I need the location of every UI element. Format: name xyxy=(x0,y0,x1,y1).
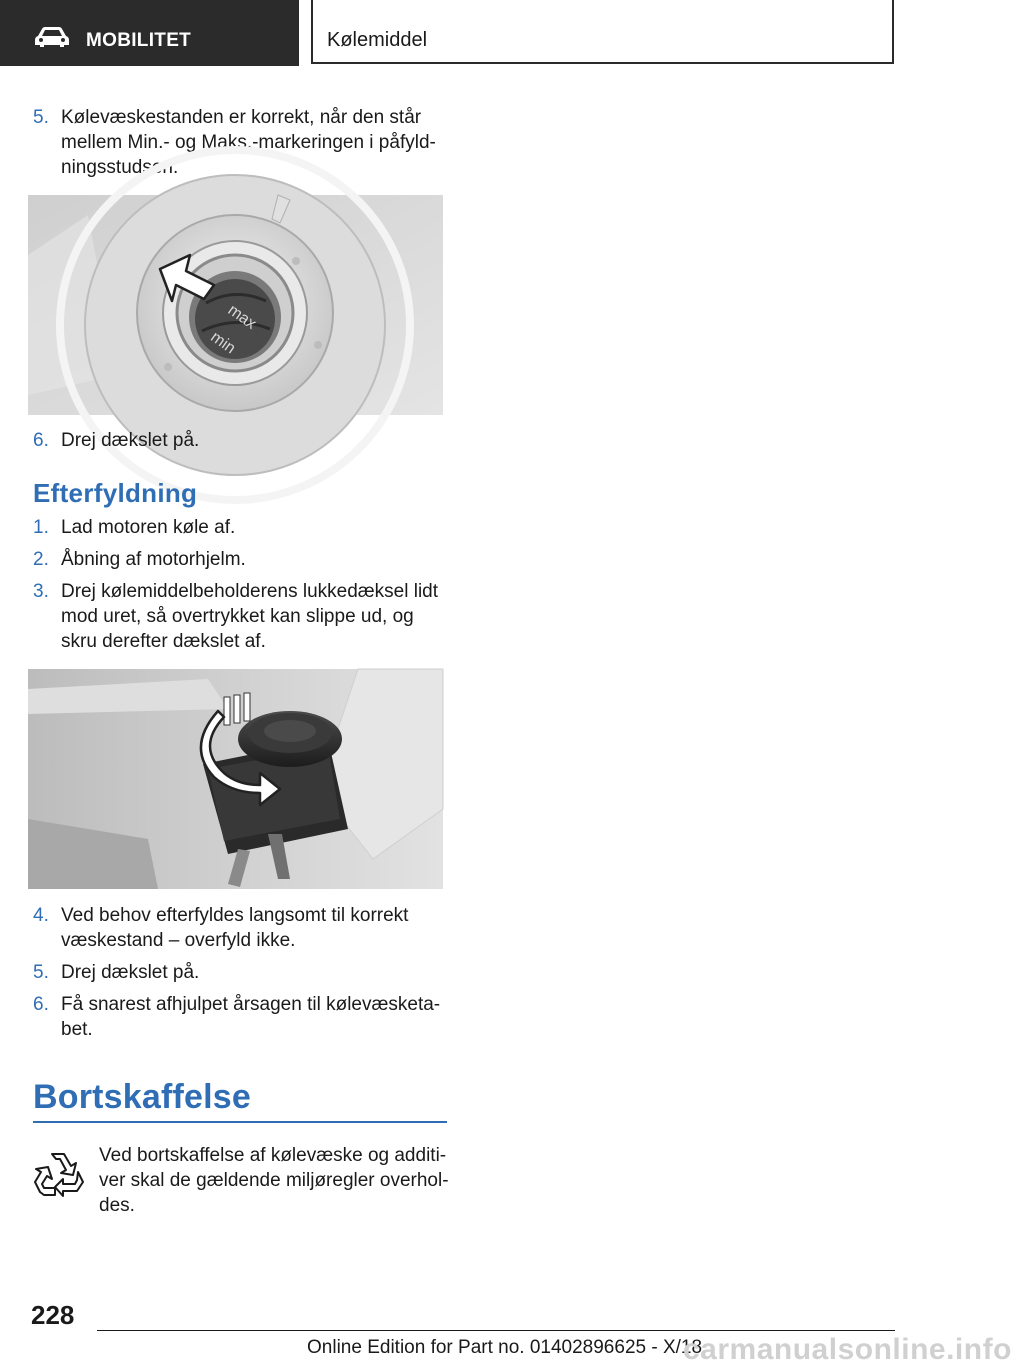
topic-header xyxy=(311,0,894,64)
section-header xyxy=(0,0,299,66)
step-number: 1. xyxy=(33,517,49,538)
list-item xyxy=(33,105,445,180)
coolant-reservoir-drawing xyxy=(28,669,443,889)
step-number: 5. xyxy=(33,107,49,128)
list-item xyxy=(33,960,445,985)
step-text: Åbning af motorhjelm. xyxy=(61,549,246,570)
section-heading-disposal: Bortskaffelse xyxy=(33,1078,252,1116)
coolant-reservoir-illustration xyxy=(28,669,443,889)
page-number: 228 xyxy=(31,1300,75,1330)
step-text: Lad motoren køle af. xyxy=(61,517,236,538)
step-text: Drej dækslet på. xyxy=(61,962,200,983)
car-icon xyxy=(34,26,70,48)
filler-neck-illustration xyxy=(28,195,443,415)
step-text: Kølevæskestanden er korrekt, når den står mellem Min.- og Maks.-markeringen i påfyldningsstudsen. xyxy=(61,107,436,178)
step-text: Få snarest afhjulpet årsagen til kølevæsketabet. xyxy=(61,994,441,1040)
step-number: 2. xyxy=(33,549,49,570)
section-heading-refill: Efterfyldning xyxy=(33,478,198,508)
heading-divider xyxy=(33,1121,447,1123)
footer-edition: Online Edition for Part no. 01402896625 - X/18 xyxy=(307,1337,703,1358)
step-number: 3. xyxy=(33,581,49,602)
step-text: Ved behov efterfyldes langsomt til korrekt væskestand – overfyld ikke. xyxy=(61,905,409,951)
max-mark: max xyxy=(224,301,260,333)
filler-neck-drawing xyxy=(28,195,443,415)
step-text: Drej dækslet på. xyxy=(61,430,200,451)
list-item xyxy=(33,992,445,1042)
recycle-icon xyxy=(33,1148,85,1200)
step-number: 6. xyxy=(33,994,49,1015)
disposal-note: Ved bortskaffelse af kølevæske og additiver skal de gældende miljøregler overholdes. xyxy=(99,1145,449,1216)
step-number: 5. xyxy=(33,962,49,983)
min-mark: min xyxy=(207,328,239,358)
step-number: 6. xyxy=(33,430,49,451)
list-item xyxy=(33,903,445,953)
step-text: Drej kølemiddelbeholderens lukkedæksel lidt mod uret, så overtrykket kan slippe ud, og skru derefter dækslet af. xyxy=(61,581,439,652)
list-item xyxy=(33,547,445,572)
list-item xyxy=(33,515,445,540)
list-item xyxy=(33,579,445,654)
watermark: carmanualsonline.info xyxy=(683,1333,1012,1366)
step-number: 4. xyxy=(33,905,49,926)
list-item xyxy=(33,428,445,453)
section-title: MOBILITET xyxy=(86,30,192,51)
footer-divider xyxy=(97,1330,895,1331)
topic-title: Kølemiddel xyxy=(327,29,428,51)
